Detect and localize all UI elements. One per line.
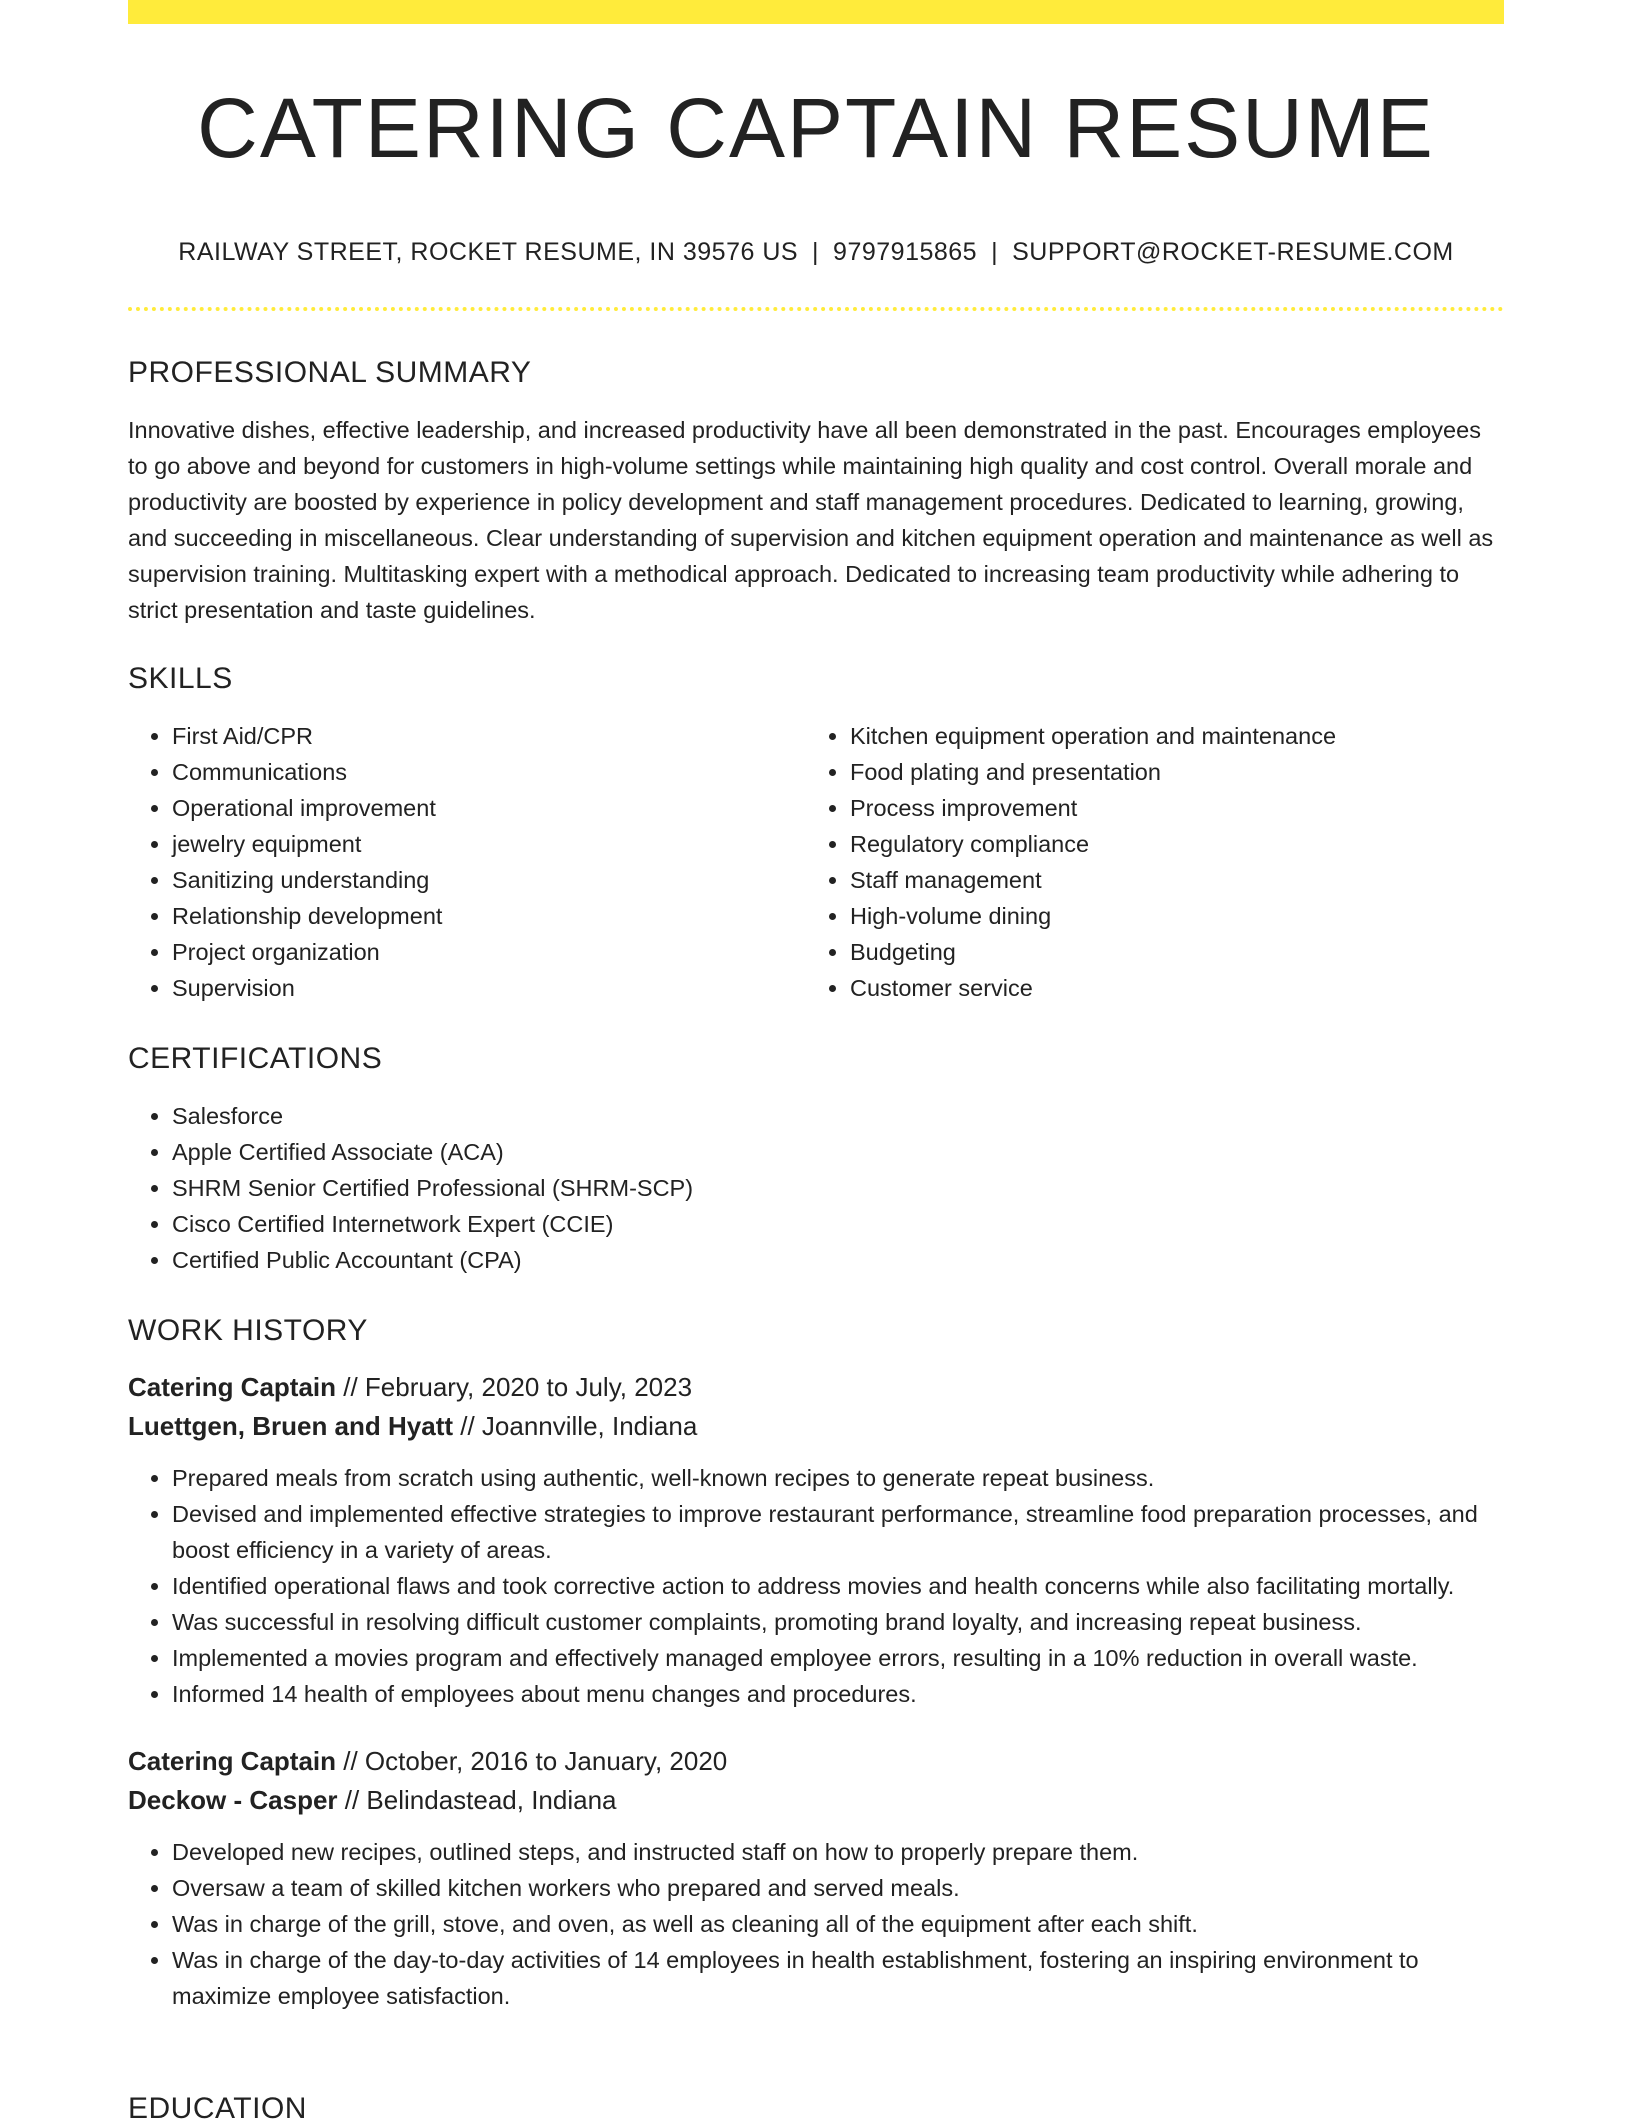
skill-item: • Supervision [172, 970, 806, 1006]
skill-item: • High-volume dining [850, 898, 1484, 934]
job-bullets [128, 1834, 1504, 2014]
summary-heading: PROFESSIONAL SUMMARY [128, 356, 532, 389]
certifications-section [128, 1042, 1504, 1278]
job-company: Luettgen, Bruen and Hyatt [128, 1411, 454, 1441]
job-location: // Belindastead, Indiana [337, 1785, 617, 1815]
skills-list-left [128, 718, 806, 1006]
skill-item: • Regulatory compliance [850, 826, 1484, 862]
job-title: Catering Captain [128, 1746, 337, 1776]
job-bullet: • Developed new recipes, outlined steps, and instructed staff on how to properly prepare them. [172, 1834, 1504, 1870]
contact-line [128, 238, 1504, 267]
skills-section [128, 662, 1504, 1006]
job-location: // Joannville, Indiana [453, 1411, 698, 1441]
skill-item: • Relationship development [172, 898, 806, 934]
skill-item: • Food plating and presentation [850, 754, 1484, 790]
job-company: Deckow - Casper [128, 1785, 338, 1815]
job-dates: // February, 2020 to July, 2023 [336, 1372, 693, 1402]
certification-item: • Apple Certified Associate (ACA) [172, 1134, 1504, 1170]
job-bullet: • Oversaw a team of skilled kitchen workers who prepared and served meals. [172, 1870, 1504, 1906]
job-company-line [128, 1781, 1504, 1820]
job-entry [128, 1368, 1504, 1712]
contact-separator: | [991, 238, 999, 266]
job-dates: // October, 2016 to January, 2020 [336, 1746, 728, 1776]
summary-section [128, 356, 1504, 628]
contact-address: RAILWAY STREET, ROCKET RESUME, IN 39576 US [178, 238, 799, 266]
skill-item: • jewelry equipment [172, 826, 806, 862]
job-bullet: • Identified operational flaws and took corrective action to address movies and health concerns while also facilitating mortally. [172, 1568, 1504, 1604]
skill-item: • Kitchen equipment operation and maintenance [850, 718, 1484, 754]
education-heading: EDUCATION [128, 2092, 307, 2125]
certification-item: • SHRM Senior Certified Professional (SHRM-SCP) [172, 1170, 1504, 1206]
skill-item: • First Aid/CPR [172, 718, 806, 754]
education-section [128, 2092, 1504, 2126]
job-title: Catering Captain [128, 1372, 337, 1402]
job-title-line [128, 1368, 1504, 1407]
skills-columns [128, 718, 1504, 1006]
job-bullet: • Was successful in resolving difficult customer complaints, promoting brand loyalty, and increasing repeat business. [172, 1604, 1504, 1640]
certifications-list [128, 1098, 1504, 1278]
contact-email: SUPPORT@ROCKET-RESUME.COM [1012, 238, 1454, 266]
job-entry [128, 1742, 1504, 2014]
skill-item: • Project organization [172, 934, 806, 970]
skill-item: • Staff management [850, 862, 1484, 898]
certification-item: • Certified Public Accountant (CPA) [172, 1242, 1504, 1278]
contact-separator: | [812, 238, 820, 266]
skill-item: • Sanitizing understanding [172, 862, 806, 898]
job-title-line [128, 1742, 1504, 1781]
skill-item: • Customer service [850, 970, 1484, 1006]
accent-bar [128, 0, 1504, 24]
job-bullet: • Was in charge of the day-to-day activities of 14 employees in health establishment, fostering an inspiring environment to maximize employee satisfaction. [172, 1942, 1504, 2014]
job-company-line [128, 1407, 1504, 1446]
skills-list-right [806, 718, 1484, 1006]
job-bullets [128, 1460, 1504, 1712]
skill-item: • Communications [172, 754, 806, 790]
certification-item: • Salesforce [172, 1098, 1504, 1134]
job-bullet: • Devised and implemented effective strategies to improve restaurant performance, streamline food preparation processes, and boost efficiency in a variety of areas. [172, 1496, 1504, 1568]
resume-title: CATERING CAPTAIN RESUME [197, 81, 1435, 175]
skill-item: • Budgeting [850, 934, 1484, 970]
summary-text: Innovative dishes, effective leadership, and increased productivity have all been demonstrated in the past. Encourages employees to go above and beyond for customers in high-volume settings while maintaining high quality and cost control. Overall morale and productivity are boosted by experience in policy development and staff management procedures. Dedicated to learning, growing, and succeeding in miscellaneous. Clear understanding of supervision and kitchen equipment operation and maintenance as well as supervision training. Multitasking expert with a methodical approach. Dedicated to increasing team productivity while adhering to strict presentation and taste guidelines. [128, 417, 1494, 623]
work-history-heading: WORK HISTORY [128, 1314, 368, 1347]
job-bullet: • Prepared meals from scratch using authentic, well-known recipes to generate repeat business. [172, 1460, 1504, 1496]
contact-phone: 9797915865 [833, 238, 978, 266]
skills-heading: SKILLS [128, 662, 233, 695]
work-history-section [128, 1314, 1504, 2014]
skill-item: • Operational improvement [172, 790, 806, 826]
certifications-heading: CERTIFICATIONS [128, 1042, 383, 1075]
job-bullet: • Informed 14 health of employees about menu changes and procedures. [172, 1676, 1504, 1712]
certification-item: • Cisco Certified Internetwork Expert (CCIE) [172, 1206, 1504, 1242]
job-bullet: • Was in charge of the grill, stove, and oven, as well as cleaning all of the equipment after each shift. [172, 1906, 1504, 1942]
dotted-divider [128, 307, 1504, 311]
job-bullet: • Implemented a movies program and effectively managed employee errors, resulting in a 10% reduction in overall waste. [172, 1640, 1504, 1676]
skill-item: • Process improvement [850, 790, 1484, 826]
